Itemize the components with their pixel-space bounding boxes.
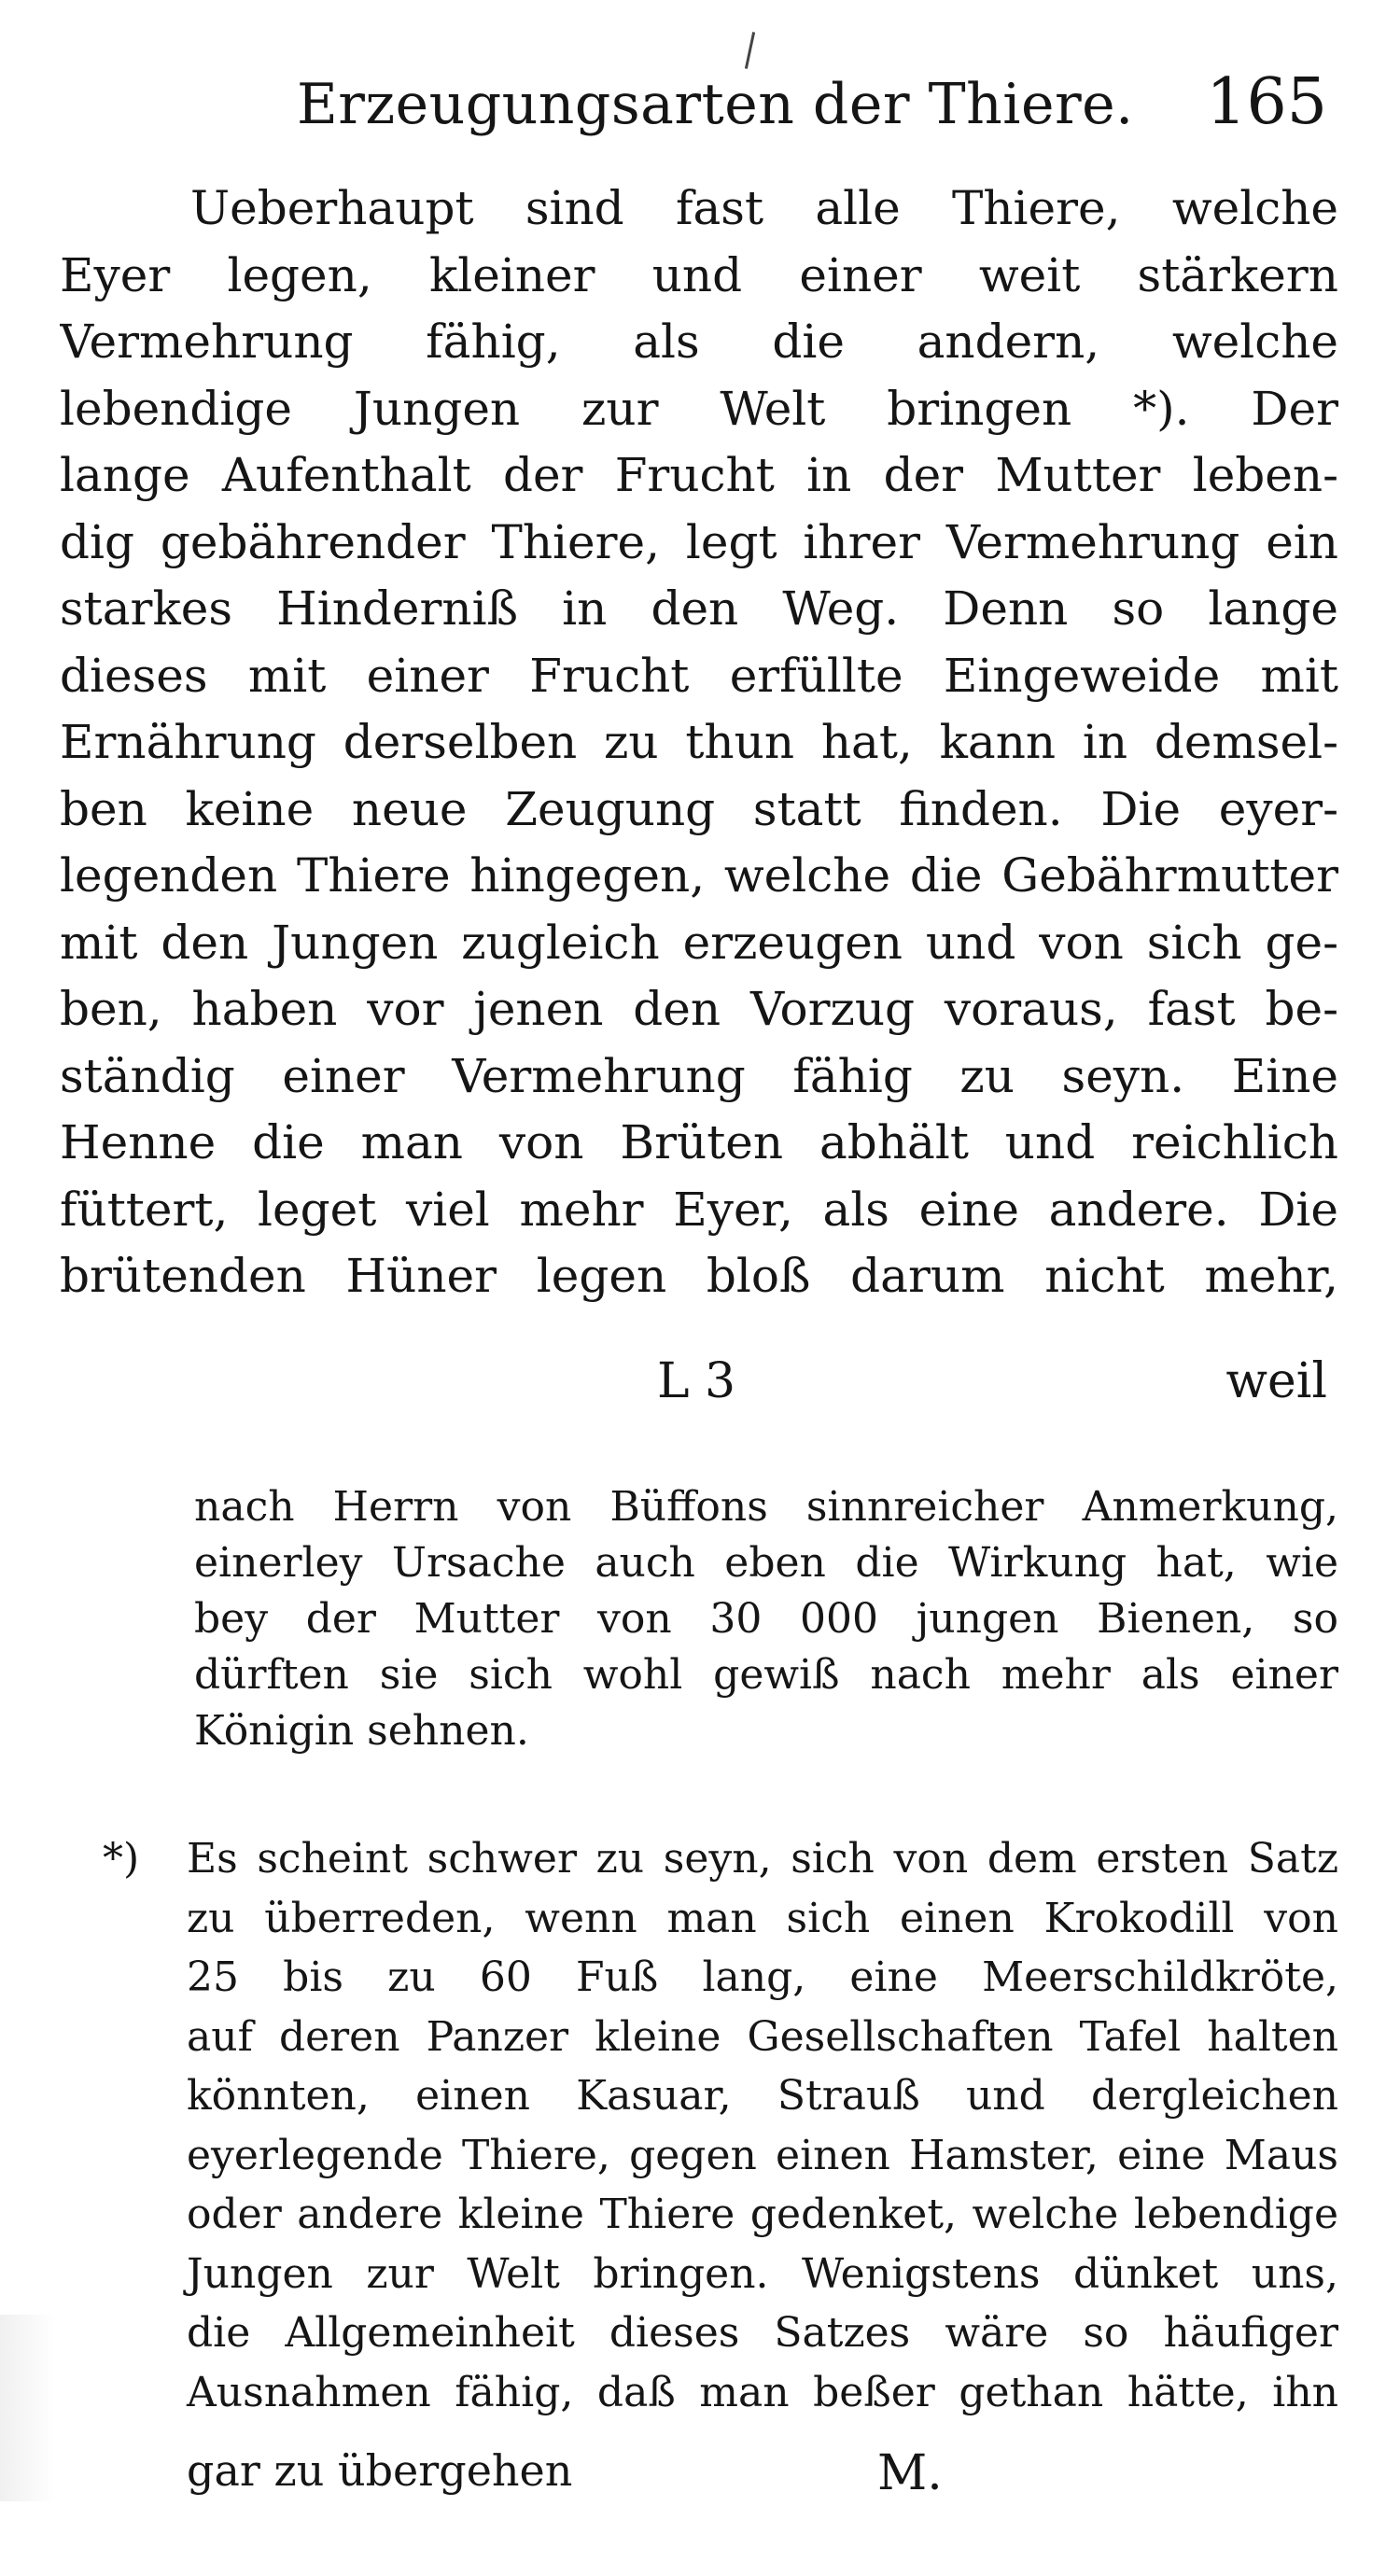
footnote-line: Jungen zur Welt bringen. Wenigstens dünket uns,	[187, 2249, 1338, 2298]
footnote-line: eyerlegende Thiere, gegen einen Hamster, eine Maus	[187, 2131, 1338, 2179]
footnote-marker: *)	[103, 1835, 140, 1883]
text-line: starkes Hinderniß in den Weg. Denn so lange	[60, 581, 1338, 636]
page-header	[297, 65, 1327, 159]
text-line: Vermehrung fähig, als die andern, welche	[60, 315, 1338, 369]
footnote-line: nach Herrn von Büffons sinnreicher Anmerkung,	[194, 1483, 1338, 1531]
running-title: Erzeugungsarten der Thiere.	[297, 72, 1134, 137]
footnote-line: Ausnahmen fähig, daß man beßer gethan hätte, ihn	[187, 2368, 1338, 2416]
footnote-line: Königin sehnen.	[194, 1707, 529, 1755]
signature-mark: L 3	[657, 1353, 736, 1409]
text-line: ständig einer Vermehrung fähig zu seyn. Eine	[60, 1048, 1338, 1103]
footnote-line: 25 bis zu 60 Fuß lang, eine Meerschildkröte,	[187, 1953, 1338, 2001]
text-line: mit den Jungen zugleich erzeugen und von sich ge-	[60, 915, 1338, 970]
footnote-text: Es scheint schwer zu seyn, sich von dem ersten Satz	[187, 1835, 1338, 1883]
text-line: lebendige Jungen zur Welt bringen *). Der	[60, 381, 1338, 436]
text-line: füttert, leget viel mehr Eyer, als eine andere. Die	[60, 1182, 1338, 1237]
text-line: legenden Thiere hingegen, welche die Gebährmutter	[60, 848, 1338, 903]
footnote-line-first	[103, 1829, 1338, 1889]
footnote-line: die Allgemeinheit dieses Satzes wäre so häufiger	[187, 2309, 1338, 2357]
stray-mark	[745, 32, 755, 69]
text-line: dig gebährender Thiere, legt ihrer Vermehrung ein	[60, 514, 1338, 569]
footnote-end-row	[187, 2445, 1327, 2511]
footnote-catchword: M.	[877, 2445, 943, 2501]
text-line: Henne die man von Brüten abhält und reichlich	[60, 1115, 1338, 1169]
footnote-star	[103, 1829, 1338, 2422]
text-line: ben, haben vor jenen den Vorzug voraus, fast be-	[60, 982, 1338, 1036]
text-line: Ernährung derselben zu thun hat, kann in demsel-	[60, 715, 1338, 769]
text-line: ben keine neue Zeugung statt finden. Die eyer-	[60, 781, 1338, 836]
footnote-continued	[194, 1479, 1338, 1759]
footnote-line: auf deren Panzer kleine Gesellschaften Tafel halten	[187, 2012, 1338, 2061]
footnote-line: dürften sie sich wohl gewiß nach mehr als einer	[194, 1651, 1338, 1699]
footnote-line: könnten, einen Kasuar, Strauß und dergleichen	[187, 2072, 1338, 2120]
footnote-last-line: gar zu übergehen	[187, 2445, 573, 2496]
text-line: dieses mit einer Frucht erfüllte Eingeweide mit	[60, 648, 1338, 703]
footnote-line: oder andere kleine Thiere gedenket, welche lebendige	[187, 2191, 1338, 2238]
footnote-line: einerley Ursache auch eben die Wirkung hat, wie	[194, 1539, 1338, 1587]
text-line: Ueberhaupt sind fast alle Thiere, welche	[190, 181, 1338, 235]
catchword: weil	[1225, 1353, 1327, 1409]
signature-row	[60, 1353, 1327, 1428]
page-number: 165	[1206, 65, 1327, 139]
footnote-line: bey der Mutter von 30 000 jungen Bienen, so	[194, 1595, 1338, 1643]
text-line: lange Aufenthalt der Frucht in der Mutter leben-	[60, 448, 1338, 502]
footnote-line: zu überreden, wenn man sich einen Krokodill von	[187, 1894, 1338, 1942]
scan-edge-shadow	[0, 2315, 56, 2501]
main-paragraph	[60, 175, 1338, 1310]
text-line: Eyer legen, kleiner und einer weit stärkern	[60, 247, 1338, 302]
text-line: brütenden Hüner legen bloß darum nicht mehr,	[60, 1249, 1338, 1303]
